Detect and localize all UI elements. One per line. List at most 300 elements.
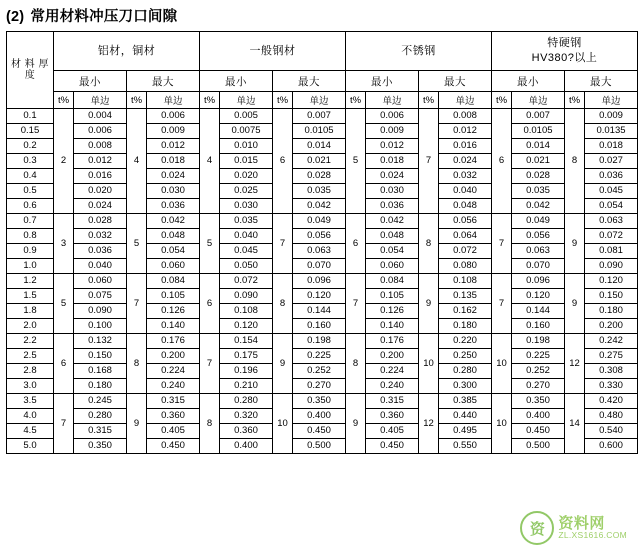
cell-max-single-side: 0.028 — [293, 169, 346, 184]
cell-min-single-side: 0.224 — [366, 364, 419, 379]
cell-max-single-side: 0.036 — [147, 199, 200, 214]
cell-min-single-side: 0.036 — [366, 199, 419, 214]
cell-min-single-side: 0.196 — [220, 364, 273, 379]
cell-min-single-side: 0.075 — [74, 289, 127, 304]
cell-material-thickness: 1.5 — [7, 289, 54, 304]
table-row — [7, 319, 638, 334]
cell-min-single-side: 0.035 — [220, 214, 273, 229]
cell-min-t-percent: 2 — [54, 109, 74, 214]
watermark — [520, 511, 627, 545]
cell-min-single-side: 0.350 — [74, 439, 127, 454]
cell-min-single-side: 0.030 — [220, 199, 273, 214]
cell-max-t-percent: 5 — [127, 214, 147, 274]
cell-min-single-side: 0.400 — [220, 439, 273, 454]
table-row — [7, 304, 638, 319]
cell-min-single-side: 0.132 — [74, 334, 127, 349]
group-label-line1: 铝材，铜材 — [97, 44, 156, 57]
cell-min-single-side: 0.245 — [74, 394, 127, 409]
cell-max-single-side: 0.105 — [147, 289, 200, 304]
cell-max-t-percent: 6 — [273, 109, 293, 214]
cell-max-single-side: 0.012 — [439, 124, 492, 139]
cell-material-thickness: 3.5 — [7, 394, 54, 409]
cell-min-single-side: 0.060 — [366, 259, 419, 274]
cell-min-single-side: 0.090 — [220, 289, 273, 304]
unit-header-t-percent: t% — [200, 92, 220, 109]
subheader-max: 最大 — [127, 71, 200, 92]
cell-max-t-percent: 9 — [127, 394, 147, 454]
subheader-max: 最大 — [565, 71, 638, 92]
cell-min-t-percent: 6 — [492, 109, 512, 214]
cell-min-single-side: 0.040 — [220, 229, 273, 244]
cell-min-single-side: 0.042 — [366, 214, 419, 229]
cell-min-single-side: 0.028 — [74, 214, 127, 229]
cell-max-single-side: 0.385 — [439, 394, 492, 409]
cell-max-single-side: 0.080 — [439, 259, 492, 274]
cell-max-single-side: 0.300 — [439, 379, 492, 394]
cell-material-thickness: 5.0 — [7, 439, 54, 454]
subheader-min: 最小 — [200, 71, 273, 92]
unit-header-t-percent: t% — [419, 92, 439, 109]
cell-max-single-side: 0.220 — [439, 334, 492, 349]
cell-max-single-side: 0.120 — [585, 274, 638, 289]
cell-max-single-side: 0.150 — [585, 289, 638, 304]
cell-min-single-side: 0.168 — [74, 364, 127, 379]
cell-max-t-percent: 14 — [565, 394, 585, 454]
cell-min-t-percent: 8 — [346, 334, 366, 394]
cell-max-single-side: 0.240 — [147, 379, 200, 394]
page-title — [6, 5, 177, 26]
cell-max-single-side: 0.056 — [439, 214, 492, 229]
cell-max-single-side: 0.072 — [585, 229, 638, 244]
cell-min-single-side: 0.126 — [366, 304, 419, 319]
clearance-table — [6, 31, 638, 454]
cell-min-t-percent: 9 — [346, 394, 366, 454]
group-label-line2: HV380?以上 — [531, 52, 598, 64]
table-row — [7, 154, 638, 169]
cell-min-single-side: 0.072 — [220, 274, 273, 289]
cell-material-thickness: 2.2 — [7, 334, 54, 349]
group-header-extra-hard-steel — [492, 32, 638, 71]
cell-max-single-side: 0.200 — [147, 349, 200, 364]
cell-max-single-side: 0.060 — [147, 259, 200, 274]
cell-max-single-side: 0.225 — [293, 349, 346, 364]
cell-min-single-side: 0.036 — [74, 244, 127, 259]
unit-header-single-side: 单边 — [585, 92, 638, 109]
cell-max-single-side: 0.350 — [293, 394, 346, 409]
cell-max-single-side: 0.024 — [439, 154, 492, 169]
cell-min-single-side: 0.049 — [512, 214, 565, 229]
cell-max-single-side: 0.035 — [293, 184, 346, 199]
cell-max-single-side: 0.180 — [439, 319, 492, 334]
cell-max-t-percent: 9 — [565, 274, 585, 334]
cell-min-single-side: 0.012 — [74, 154, 127, 169]
subheader-max: 最大 — [273, 71, 346, 92]
cell-max-single-side: 0.018 — [585, 139, 638, 154]
cell-min-t-percent: 6 — [346, 214, 366, 274]
table-row — [7, 364, 638, 379]
cell-min-single-side: 0.070 — [512, 259, 565, 274]
unit-header-single-side: 单边 — [147, 92, 200, 109]
cell-max-single-side: 0.550 — [439, 439, 492, 454]
cell-max-single-side: 0.315 — [147, 394, 200, 409]
header-row-minmax — [7, 71, 638, 92]
cell-min-single-side: 0.315 — [366, 394, 419, 409]
cell-max-single-side: 0.140 — [147, 319, 200, 334]
cell-min-single-side: 0.096 — [512, 274, 565, 289]
cell-min-t-percent: 8 — [200, 394, 220, 454]
cell-min-single-side: 0.063 — [512, 244, 565, 259]
cell-min-single-side: 0.252 — [512, 364, 565, 379]
cell-max-single-side: 0.064 — [439, 229, 492, 244]
group-header-general-steel — [200, 32, 346, 71]
cell-max-single-side: 0.280 — [439, 364, 492, 379]
cell-min-single-side: 0.180 — [74, 379, 127, 394]
cell-min-single-side: 0.320 — [220, 409, 273, 424]
unit-header-single-side: 单边 — [74, 92, 127, 109]
cell-min-single-side: 0.280 — [220, 394, 273, 409]
cell-min-single-side: 0.007 — [512, 109, 565, 124]
cell-max-single-side: 0.081 — [585, 244, 638, 259]
cell-max-single-side: 0.198 — [293, 334, 346, 349]
cell-max-single-side: 0.009 — [585, 109, 638, 124]
table-row — [7, 349, 638, 364]
cell-min-single-side: 0.360 — [366, 409, 419, 424]
cell-min-single-side: 0.144 — [512, 304, 565, 319]
cell-max-t-percent: 8 — [565, 109, 585, 214]
cell-max-single-side: 0.242 — [585, 334, 638, 349]
cell-max-single-side: 0.540 — [585, 424, 638, 439]
cell-min-single-side: 0.018 — [366, 154, 419, 169]
group-header-aluminum-copper — [54, 32, 200, 71]
cell-max-single-side: 0.045 — [585, 184, 638, 199]
table-row — [7, 244, 638, 259]
cell-max-t-percent: 7 — [419, 109, 439, 214]
cell-min-t-percent: 7 — [54, 394, 74, 454]
unit-header-t-percent: t% — [127, 92, 147, 109]
cell-min-t-percent: 4 — [200, 109, 220, 214]
cell-min-single-side: 0.032 — [74, 229, 127, 244]
cell-min-single-side: 0.405 — [366, 424, 419, 439]
cell-min-single-side: 0.021 — [512, 154, 565, 169]
cell-min-single-side: 0.028 — [512, 169, 565, 184]
unit-header-t-percent: t% — [565, 92, 585, 109]
cell-min-single-side: 0.084 — [366, 274, 419, 289]
cell-min-single-side: 0.004 — [74, 109, 127, 124]
watermark-subtext: ZL.XS1616.COM — [558, 530, 627, 541]
cell-max-single-side: 0.063 — [293, 244, 346, 259]
cell-max-single-side: 0.027 — [585, 154, 638, 169]
cell-min-t-percent: 10 — [492, 334, 512, 394]
header-row-groups — [7, 32, 638, 71]
cell-min-single-side: 0.150 — [74, 349, 127, 364]
cell-min-single-side: 0.008 — [74, 139, 127, 154]
cell-max-single-side: 0.054 — [147, 244, 200, 259]
cell-min-single-side: 0.050 — [220, 259, 273, 274]
title-text: 常用材料冲压刀口间隙 — [30, 9, 178, 25]
row-header-material-thickness — [7, 32, 54, 109]
unit-header-single-side: 单边 — [293, 92, 346, 109]
cell-material-thickness: 0.5 — [7, 184, 54, 199]
cell-max-single-side: 0.120 — [293, 289, 346, 304]
cell-material-thickness: 4.0 — [7, 409, 54, 424]
cell-max-single-side: 0.330 — [585, 379, 638, 394]
cell-max-single-side: 0.126 — [147, 304, 200, 319]
cell-max-single-side: 0.450 — [293, 424, 346, 439]
cell-max-single-side: 0.405 — [147, 424, 200, 439]
cell-max-single-side: 0.070 — [293, 259, 346, 274]
cell-material-thickness: 0.1 — [7, 109, 54, 124]
cell-max-t-percent: 9 — [273, 334, 293, 394]
cell-max-single-side: 0.400 — [293, 409, 346, 424]
cell-min-single-side: 0.0105 — [512, 124, 565, 139]
cell-max-t-percent: 12 — [419, 394, 439, 454]
cell-max-single-side: 0.042 — [293, 199, 346, 214]
cell-min-single-side: 0.120 — [512, 289, 565, 304]
cell-max-t-percent: 8 — [127, 334, 147, 394]
group-label-line1: 特硬钢 — [547, 37, 582, 50]
cell-max-single-side: 0.007 — [293, 109, 346, 124]
cell-max-t-percent: 9 — [419, 274, 439, 334]
cell-material-thickness: 0.2 — [7, 139, 54, 154]
cell-max-single-side: 0.042 — [147, 214, 200, 229]
cell-min-single-side: 0.240 — [366, 379, 419, 394]
cell-min-single-side: 0.450 — [512, 424, 565, 439]
cell-material-thickness: 0.15 — [7, 124, 54, 139]
cell-max-t-percent: 10 — [419, 334, 439, 394]
cell-max-single-side: 0.030 — [147, 184, 200, 199]
cell-max-single-side: 0.308 — [585, 364, 638, 379]
unit-header-single-side: 单边 — [439, 92, 492, 109]
cell-max-single-side: 0.600 — [585, 439, 638, 454]
cell-min-single-side: 0.200 — [366, 349, 419, 364]
cell-max-single-side: 0.270 — [293, 379, 346, 394]
cell-max-t-percent: 8 — [273, 274, 293, 334]
cell-max-single-side: 0.108 — [439, 274, 492, 289]
material-thickness-line2: 度 — [24, 70, 36, 81]
table-row — [7, 379, 638, 394]
cell-max-single-side: 0.0135 — [585, 124, 638, 139]
cell-min-single-side: 0.009 — [366, 124, 419, 139]
cell-min-single-side: 0.010 — [220, 139, 273, 154]
cell-min-single-side: 0.054 — [366, 244, 419, 259]
cell-material-thickness: 1.2 — [7, 274, 54, 289]
cell-max-t-percent: 8 — [419, 214, 439, 274]
watermark-logo-icon: 资 — [520, 511, 554, 545]
cell-material-thickness: 0.4 — [7, 169, 54, 184]
cell-max-single-side: 0.054 — [585, 199, 638, 214]
cell-max-single-side: 0.048 — [439, 199, 492, 214]
cell-max-single-side: 0.440 — [439, 409, 492, 424]
table-row — [7, 139, 638, 154]
cell-min-t-percent: 5 — [346, 109, 366, 214]
unit-header-single-side: 单边 — [512, 92, 565, 109]
watermark-text: 资料网 — [558, 514, 605, 532]
unit-header-t-percent: t% — [54, 92, 74, 109]
cell-max-single-side: 0.009 — [147, 124, 200, 139]
cell-min-single-side: 0.100 — [74, 319, 127, 334]
cell-min-single-side: 0.040 — [74, 259, 127, 274]
cell-max-single-side: 0.360 — [147, 409, 200, 424]
cell-min-single-side: 0.005 — [220, 109, 273, 124]
cell-material-thickness: 0.3 — [7, 154, 54, 169]
cell-material-thickness: 0.6 — [7, 199, 54, 214]
cell-max-single-side: 0.144 — [293, 304, 346, 319]
cell-max-single-side: 0.480 — [585, 409, 638, 424]
cell-min-single-side: 0.012 — [366, 139, 419, 154]
cell-max-t-percent: 9 — [565, 214, 585, 274]
cell-min-t-percent: 7 — [492, 274, 512, 334]
subheader-min: 最小 — [346, 71, 419, 92]
cell-min-single-side: 0.060 — [74, 274, 127, 289]
group-label-line1: 不锈钢 — [401, 44, 436, 57]
cell-min-single-side: 0.025 — [220, 184, 273, 199]
cell-max-single-side: 0.275 — [585, 349, 638, 364]
cell-min-single-side: 0.014 — [512, 139, 565, 154]
cell-max-single-side: 0.024 — [147, 169, 200, 184]
cell-max-single-side: 0.056 — [293, 229, 346, 244]
cell-min-single-side: 0.154 — [220, 334, 273, 349]
cell-min-single-side: 0.105 — [366, 289, 419, 304]
cell-max-single-side: 0.084 — [147, 274, 200, 289]
cell-max-single-side: 0.008 — [439, 109, 492, 124]
cell-max-single-side: 0.021 — [293, 154, 346, 169]
cell-max-single-side: 0.252 — [293, 364, 346, 379]
cell-max-t-percent: 12 — [565, 334, 585, 394]
cell-min-single-side: 0.500 — [512, 439, 565, 454]
subheader-max: 最大 — [419, 71, 492, 92]
cell-max-single-side: 0.450 — [147, 439, 200, 454]
table-row — [7, 169, 638, 184]
cell-min-single-side: 0.030 — [366, 184, 419, 199]
cell-min-t-percent: 7 — [346, 274, 366, 334]
header-row-units — [7, 92, 638, 109]
cell-max-single-side: 0.040 — [439, 184, 492, 199]
cell-max-single-side: 0.160 — [293, 319, 346, 334]
cell-min-single-side: 0.006 — [366, 109, 419, 124]
table-row — [7, 334, 638, 349]
cell-max-t-percent: 7 — [273, 214, 293, 274]
cell-min-single-side: 0.015 — [220, 154, 273, 169]
cell-min-t-percent: 7 — [492, 214, 512, 274]
cell-max-single-side: 0.012 — [147, 139, 200, 154]
cell-min-single-side: 0.0075 — [220, 124, 273, 139]
cell-min-single-side: 0.035 — [512, 184, 565, 199]
subheader-min: 最小 — [54, 71, 127, 92]
cell-max-single-side: 0.495 — [439, 424, 492, 439]
cell-min-single-side: 0.450 — [366, 439, 419, 454]
cell-min-single-side: 0.108 — [220, 304, 273, 319]
cell-min-single-side: 0.225 — [512, 349, 565, 364]
cell-material-thickness: 1.8 — [7, 304, 54, 319]
cell-min-single-side: 0.024 — [366, 169, 419, 184]
cell-min-single-side: 0.280 — [74, 409, 127, 424]
cell-material-thickness: 3.0 — [7, 379, 54, 394]
group-label-line1: 一般钢材 — [249, 44, 296, 57]
cell-min-single-side: 0.176 — [366, 334, 419, 349]
table-row — [7, 184, 638, 199]
cell-max-single-side: 0.018 — [147, 154, 200, 169]
table-row — [7, 199, 638, 214]
cell-max-single-side: 0.0105 — [293, 124, 346, 139]
cell-max-single-side: 0.090 — [585, 259, 638, 274]
cell-max-t-percent: 10 — [273, 394, 293, 454]
cell-material-thickness: 0.7 — [7, 214, 54, 229]
cell-material-thickness: 2.8 — [7, 364, 54, 379]
cell-material-thickness: 2.5 — [7, 349, 54, 364]
cell-min-t-percent: 5 — [54, 274, 74, 334]
cell-min-single-side: 0.016 — [74, 169, 127, 184]
unit-header-single-side: 单边 — [366, 92, 419, 109]
cell-max-single-side: 0.180 — [585, 304, 638, 319]
table-row — [7, 229, 638, 244]
table-row — [7, 214, 638, 229]
cell-max-single-side: 0.224 — [147, 364, 200, 379]
cell-material-thickness: 1.0 — [7, 259, 54, 274]
cell-max-single-side: 0.176 — [147, 334, 200, 349]
cell-max-single-side: 0.200 — [585, 319, 638, 334]
cell-min-single-side: 0.360 — [220, 424, 273, 439]
cell-material-thickness: 0.9 — [7, 244, 54, 259]
table-row — [7, 424, 638, 439]
table-row — [7, 439, 638, 454]
cell-min-single-side: 0.315 — [74, 424, 127, 439]
unit-header-single-side: 单边 — [220, 92, 273, 109]
cell-max-single-side: 0.014 — [293, 139, 346, 154]
cell-min-t-percent: 5 — [200, 214, 220, 274]
cell-max-single-side: 0.006 — [147, 109, 200, 124]
cell-min-single-side: 0.160 — [512, 319, 565, 334]
cell-max-single-side: 0.420 — [585, 394, 638, 409]
unit-header-t-percent: t% — [346, 92, 366, 109]
cell-max-single-side: 0.135 — [439, 289, 492, 304]
cell-min-single-side: 0.045 — [220, 244, 273, 259]
cell-min-single-side: 0.056 — [512, 229, 565, 244]
unit-header-t-percent: t% — [273, 92, 293, 109]
material-thickness-line1: 材 料 厚 — [10, 58, 50, 70]
table-row — [7, 124, 638, 139]
title-number: (2) — [6, 9, 25, 25]
table-row — [7, 274, 638, 289]
cell-max-single-side: 0.250 — [439, 349, 492, 364]
table-row — [7, 109, 638, 124]
cell-min-single-side: 0.270 — [512, 379, 565, 394]
cell-min-single-side: 0.024 — [74, 199, 127, 214]
cell-min-single-side: 0.140 — [366, 319, 419, 334]
cell-min-single-side: 0.020 — [220, 169, 273, 184]
cell-min-single-side: 0.120 — [220, 319, 273, 334]
table-row — [7, 289, 638, 304]
cell-min-single-side: 0.198 — [512, 334, 565, 349]
cell-max-single-side: 0.049 — [293, 214, 346, 229]
cell-max-single-side: 0.032 — [439, 169, 492, 184]
cell-max-single-side: 0.036 — [585, 169, 638, 184]
cell-min-single-side: 0.350 — [512, 394, 565, 409]
cell-max-t-percent: 4 — [127, 109, 147, 214]
cell-max-single-side: 0.162 — [439, 304, 492, 319]
cell-min-single-side: 0.048 — [366, 229, 419, 244]
cell-min-t-percent: 10 — [492, 394, 512, 454]
cell-material-thickness: 2.0 — [7, 319, 54, 334]
cell-max-single-side: 0.063 — [585, 214, 638, 229]
unit-header-t-percent: t% — [492, 92, 512, 109]
cell-max-single-side: 0.048 — [147, 229, 200, 244]
table-row — [7, 409, 638, 424]
cell-min-t-percent: 6 — [54, 334, 74, 394]
cell-min-t-percent: 3 — [54, 214, 74, 274]
subheader-min: 最小 — [492, 71, 565, 92]
cell-min-single-side: 0.400 — [512, 409, 565, 424]
group-header-stainless-steel — [346, 32, 492, 71]
